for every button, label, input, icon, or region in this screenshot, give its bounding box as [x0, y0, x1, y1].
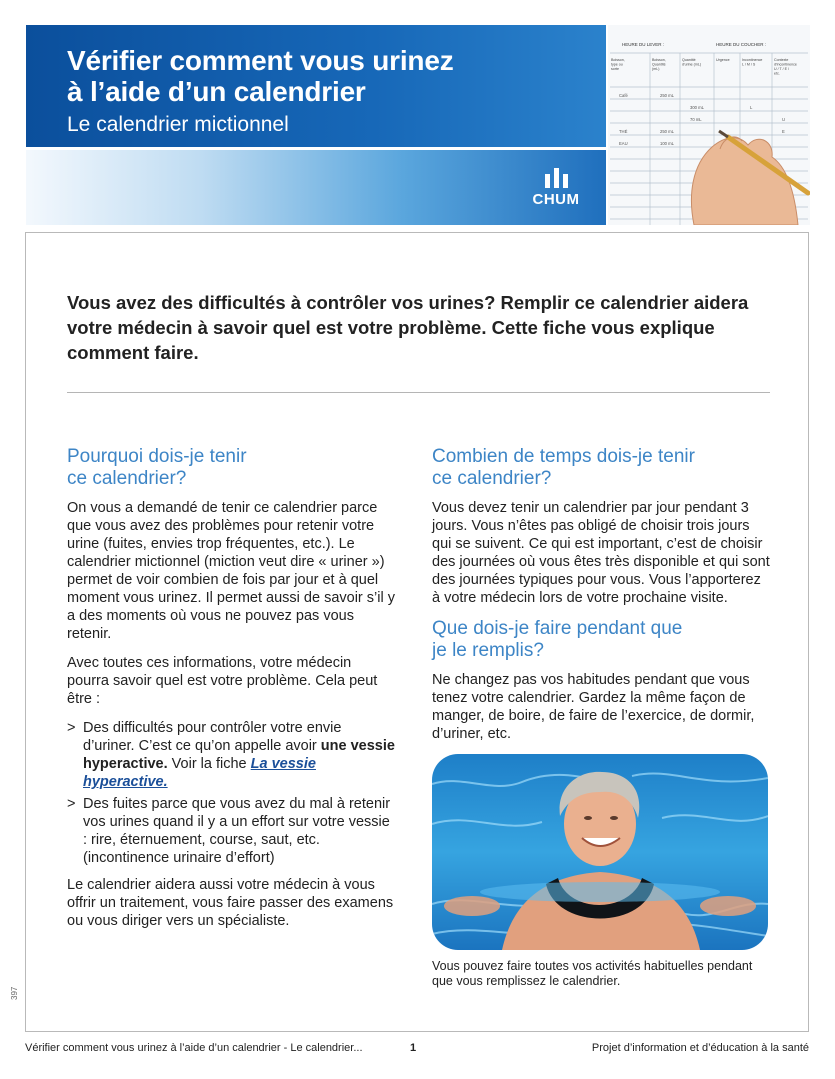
photo-table-cell: Café	[619, 93, 628, 98]
photo-table-cell: 100 mL	[660, 141, 674, 146]
why-paragraph-1: On vous a demandé de tenir ce calendrier parce que vous avez des problèmes pour retenir votre urine (fuites, envies trop fréquentes, etc.). Le calendrier mictionnel (miction veut dire « uriner ») permet de voir combien de fois par jour et à quel moment vous urinez. Il permet aussi de savoir s’il y a des moments où vous ne pouvez pas vous retenir.	[67, 500, 395, 642]
duration-paragraph: Vous devez tenir un calendrier par jour pendant 3 jours. Vous n’êtes pas obligé de choisir trois jours qui se suivent. Ce qui est important, c’est de choisir des journées où vous êtes très disponible et qui sont des journées typiques pour vous. Vous l’apporterez à votre médecin lors de votre prochaine visite.	[432, 500, 770, 606]
duration-heading-line-1: Combien de temps dois-je tenir	[432, 446, 695, 467]
intro-paragraph: Vous avez des difficultés à contrôler vos urines? Remplir ce calendrier aidera votre médecin à savoir quel est votre problème. Cette fiche vous explique comment faire.	[67, 292, 749, 363]
bullet-1-after: Voir la fiche	[167, 756, 251, 772]
chum-logo-text: CHUM	[532, 191, 580, 208]
bullet-1-text: Des difficultés pour contrôler votre envie d’uriner. C’est ce qu’on appelle avoir	[83, 720, 342, 754]
photo-column-header: Incontinence L / M / S	[742, 58, 763, 67]
why-paragraph-3: Le calendrier aidera aussi votre médecin à vous offrir un traitement, vous faire passer des examens ou vous diriger vers un spécialiste.	[67, 877, 394, 929]
side-document-code: 397	[10, 986, 19, 1000]
document-title	[67, 45, 454, 107]
photo-table-cell: 70 mL	[690, 117, 702, 122]
right-column	[432, 446, 772, 989]
photo-column-header: Urgence	[716, 58, 730, 62]
footer-document-title: Vérifier comment vous urinez à l’aide d’un calendrier - Le calendrier...	[25, 1042, 363, 1054]
wake-label: HEURE DU LEVER :	[622, 42, 665, 47]
footer-project-name: Projet d’information et d’éducation à la santé	[591, 1042, 809, 1054]
page-number: 1	[410, 1042, 417, 1054]
during-heading-line-2: je le remplis?	[432, 640, 544, 661]
list-item	[67, 795, 397, 867]
photo-table-cell: THÉ	[619, 129, 628, 134]
photo-column-header: Boisson, type ou sorte	[611, 58, 625, 71]
during-heading-line-1: Que dois-je faire pendant que	[432, 618, 683, 639]
why-heading	[67, 446, 397, 490]
photo-caption: Vous pouvez faire toutes vos activités habituelles pendant que vous remplissez le calendrier.	[432, 959, 753, 988]
photo-column-header: Contexte d'incontinence U / T / E / etc.	[774, 58, 797, 76]
swimming-photo	[432, 754, 768, 950]
bullet-2-text: Des fuites parce que vous avez du mal à retenir vos urines quand il y a un effort sur votre vessie : rire, éternuement, course, saut, etc. (incontinence urinaire d’effort)	[83, 796, 391, 866]
photo-column-header: Boisson, Quantité (mL)	[652, 58, 666, 71]
photo-table-cell: L	[750, 105, 753, 110]
photo-table-cell: 300 mL	[690, 105, 704, 110]
chum-logo	[524, 168, 588, 208]
during-heading	[432, 618, 772, 662]
why-heading-line-1: Pourquoi dois-je tenir	[67, 446, 247, 467]
intro-divider	[67, 392, 770, 393]
photo-table-cell: E	[782, 129, 785, 134]
document-subtitle: Le calendrier mictionnel	[67, 113, 289, 136]
during-paragraph: Ne changez pas vos habitudes pendant que vous tenez votre calendrier. Gardez la même façon de manger, de boire, de faire de l’exercice, de dormir, d’uriner, etc.	[432, 672, 755, 742]
calendar-sheet-image	[608, 25, 810, 225]
duration-heading	[432, 446, 772, 490]
bed-label: HEURE DU COUCHER :	[716, 42, 767, 47]
causes-list	[67, 719, 397, 867]
header-banner	[26, 25, 606, 225]
title-line-1: Vérifier comment vous urinez	[67, 45, 454, 76]
list-item	[67, 719, 397, 791]
photo-column-header: Quantité d'urine (mL)	[682, 58, 702, 67]
duration-heading-line-2: ce calendrier?	[432, 468, 552, 489]
header-gradient-band	[26, 150, 606, 225]
hyperactive-bladder-link[interactable]: La vessie hyperactive.	[83, 756, 316, 790]
photo-table-cell: 250 mL	[660, 93, 674, 98]
left-column	[67, 446, 397, 941]
bullet-1-bold: une vessie hyperactive.	[83, 738, 395, 772]
chum-logo-mark-icon	[524, 168, 588, 188]
photo-table-cell: EAU	[619, 141, 628, 146]
swimmer-image	[432, 754, 768, 950]
calendar-photo	[608, 25, 810, 225]
photo-table-cell: U	[782, 117, 786, 122]
why-paragraph-2: Avec toutes ces informations, votre médecin pourra savoir quel est votre problème. Cela peut être :	[67, 655, 378, 707]
photo-table-cell: 250 mL	[660, 129, 674, 134]
title-line-2: à l’aide d’un calendrier	[67, 76, 366, 107]
why-heading-line-2: ce calendrier?	[67, 468, 187, 489]
